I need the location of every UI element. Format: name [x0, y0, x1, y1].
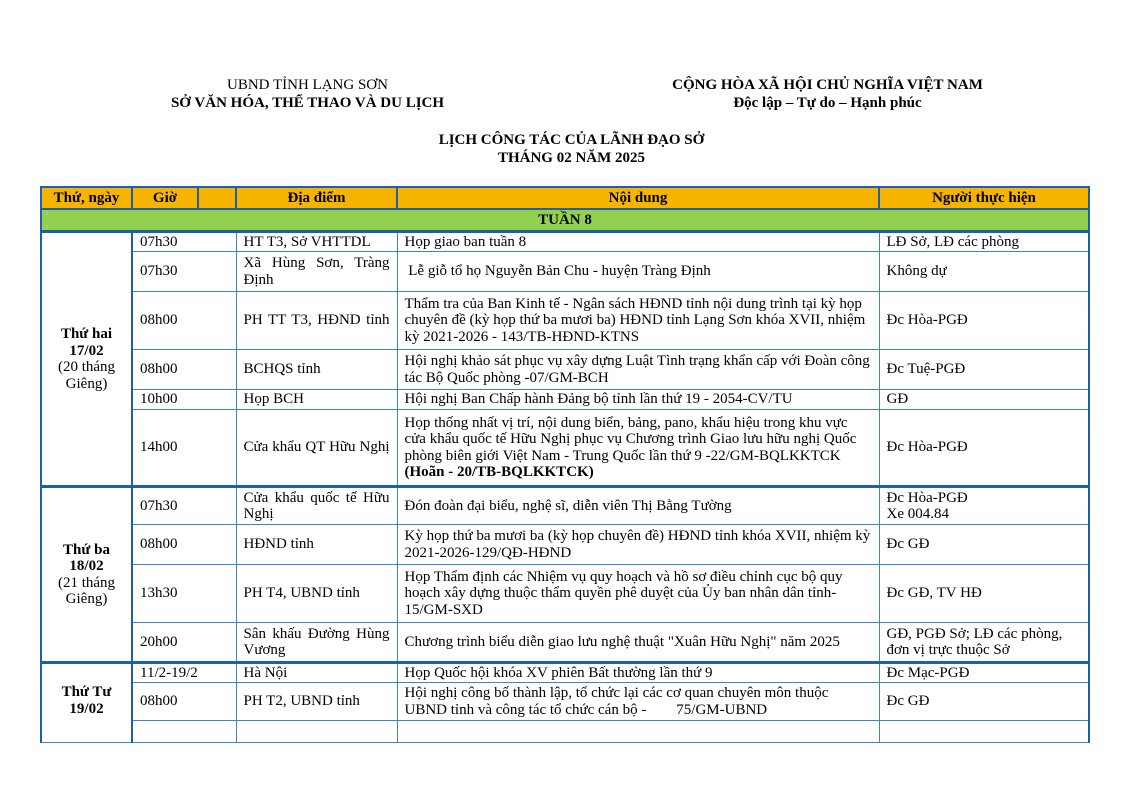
table-header-row — [41, 187, 1089, 209]
time-cell: 07h30 — [132, 487, 236, 525]
table-row — [41, 565, 1089, 623]
person-cell: Đc GĐ, TV HĐ — [879, 565, 1089, 623]
place-cell: Hà Nội — [236, 663, 397, 683]
content-cell: Kỳ họp thứ ba mươi ba (kỳ họp chuyên đề) HĐND tỉnh khóa XVII, nhiệm kỳ 2021-2026-129/QĐ-HĐND — [397, 525, 879, 565]
column-header-place: Địa điểm — [236, 187, 397, 209]
content-text: Họp thống nhất vị trí, nội dung biển, bảng, pano, khẩu hiệu trong khu vực cửa khẩu quốc tế Hữu Nghị phục vụ Chương trình Giao lưu hữu nghị Quốc phòng biên giới Việt Nam - Trung Quốc lần thứ 9 -22/GM-BQLKKTCK — [404, 414, 857, 464]
place-cell: BCHQS tỉnh — [236, 350, 397, 390]
person-cell: Không dự — [879, 252, 1089, 292]
place-cell — [236, 721, 397, 743]
date: 19/02 — [69, 700, 104, 717]
schedule-table — [40, 186, 1090, 743]
time-cell: 08h00 — [132, 292, 236, 350]
table-row — [41, 232, 1089, 252]
content-cell: Lễ giỗ tổ họ Nguyễn Bản Chu - huyện Tràng Định — [397, 252, 879, 292]
person-cell: Đc Tuệ-PGĐ — [879, 350, 1089, 390]
issuer-block — [150, 76, 465, 112]
person-cell: Đc Mạc-PGĐ — [879, 663, 1089, 683]
person-cell: Đc Hòa-PGĐ — [879, 292, 1089, 350]
issuer-department: SỞ VĂN HÓA, THỂ THAO VÀ DU LỊCH — [170, 95, 445, 111]
content-cell: Đón đoàn đại biểu, nghệ sĩ, diễn viên Thị Bằng Tường — [397, 487, 879, 525]
person-cell: Đc GĐ — [879, 683, 1089, 721]
content-cell — [397, 410, 879, 487]
person-cell: GĐ — [879, 390, 1089, 410]
table-row — [41, 623, 1089, 663]
day-cell-wednesday — [41, 663, 132, 743]
place-cell: Cửa khẩu QT Hữu Nghị — [236, 410, 397, 487]
week-label: TUẦN 8 — [41, 209, 1089, 232]
lunar-date: (21 tháng Giêng) — [57, 574, 116, 607]
person-cell — [879, 721, 1089, 743]
content-cell: Hội nghị khảo sát phục vụ xây dựng Luật Tình trạng khẩn cấp với Đoàn công tác Bộ Quốc phòng -07/GM-BCH — [397, 350, 879, 390]
content-cell: Chương trình biểu diễn giao lưu nghệ thuật "Xuân Hữu Nghị" năm 2025 — [397, 623, 879, 663]
time-cell: 20h00 — [132, 623, 236, 663]
place-cell: PH T4, UBND tỉnh — [236, 565, 397, 623]
person-cell: Đc Hòa-PGĐ — [879, 410, 1089, 487]
week-row — [41, 209, 1089, 232]
column-header-day: Thứ, ngày — [41, 187, 132, 209]
content-cell — [397, 721, 879, 743]
vehicle-plate: Xe 004.84 — [886, 506, 949, 522]
date: 18/02 — [69, 558, 104, 574]
place-cell: Họp BCH — [236, 390, 397, 410]
person-name: Đc Hòa-PGĐ — [886, 489, 968, 506]
time-cell: 07h30 — [132, 252, 236, 292]
content-cell: Họp giao ban tuần 8 — [397, 232, 879, 252]
lunar-date: (20 tháng Giêng) — [57, 359, 116, 392]
column-header-time-label: Giờ — [133, 188, 199, 208]
issuer-province: UBND TỈNH LẠNG SƠN — [227, 77, 388, 93]
table-row — [41, 390, 1089, 410]
national-motto: Độc lập – Tự do – Hạnh phúc — [733, 95, 922, 111]
table-row — [41, 292, 1089, 350]
content-cell: Thẩm tra của Ban Kinh tế - Ngân sách HĐND tỉnh nội dung trình tại kỳ họp chuyên đề (kỳ họp thứ ba mươi ba) HĐND tỉnh Lạng Sơn khóa XVII, nhiệm kỳ 2021-2026 - 143/TB-HĐND-KTNS — [397, 292, 879, 350]
document-title-line1: LỊCH CÔNG TÁC CỦA LÃNH ĐẠO SỞ — [438, 132, 705, 148]
table-row-empty — [41, 721, 1089, 743]
document-title-line2: THÁNG 02 NĂM 2025 — [497, 150, 646, 166]
person-cell — [879, 487, 1089, 525]
content-cell: Hội nghị công bố thành lập, tổ chức lại các cơ quan chuyên môn thuộc UBND tỉnh và công tác tổ chức cán bộ - 75/GM-UBND — [397, 683, 879, 721]
national-motto-block — [640, 76, 1015, 112]
date: 17/02 — [69, 342, 104, 359]
table-row — [41, 663, 1089, 683]
table-row — [41, 525, 1089, 565]
place-cell: HT T3, Sở VHTTDL — [236, 232, 397, 252]
table-row — [41, 350, 1089, 390]
person-cell: LĐ Sở, LĐ các phòng — [879, 232, 1089, 252]
document-title — [0, 131, 1123, 167]
weekday: Thứ hai — [60, 326, 113, 342]
table-row — [41, 683, 1089, 721]
time-cell: 07h30 — [132, 232, 236, 252]
column-header-content: Nội dung — [397, 187, 879, 209]
content-cell: Họp Thẩm định các Nhiệm vụ quy hoạch và hồ sơ điều chỉnh cục bộ quy hoạch xây dựng thuộc thẩm quyền phê duyệt của Ủy ban nhân dân tỉnh-15/GM-SXD — [397, 565, 879, 623]
postponed-note: (Hoãn - 20/TB-BQLKKTCK) — [404, 464, 594, 480]
place-cell: Sân khấu Đường Hùng Vương — [236, 623, 397, 663]
time-cell: 08h00 — [132, 683, 236, 721]
time-cell — [132, 721, 236, 743]
content-cell: Họp Quốc hội khóa XV phiên Bất thường lần thứ 9 — [397, 663, 879, 683]
weekday: Thứ ba — [63, 541, 110, 558]
time-cell: 11/2-19/2 — [132, 663, 236, 683]
table-row — [41, 252, 1089, 292]
time-cell: 08h00 — [132, 525, 236, 565]
day-cell-tuesday — [41, 487, 132, 663]
column-header-time — [132, 187, 236, 209]
column-header-person: Người thực hiện — [879, 187, 1089, 209]
time-cell: 10h00 — [132, 390, 236, 410]
person-cell: GĐ, PGĐ Sở; LĐ các phòng, đơn vị trực thuộc Sở — [879, 623, 1089, 663]
person-cell: Đc GĐ — [879, 525, 1089, 565]
content-cell: Hội nghị Ban Chấp hành Đảng bộ tỉnh lần thứ 19 - 2054-CV/TU — [397, 390, 879, 410]
place-cell: PH TT T3, HĐND tỉnh — [236, 292, 397, 350]
national-name: CỘNG HÒA XÃ HỘI CHỦ NGHĨA VIỆT NAM — [672, 77, 983, 93]
time-cell: 14h00 — [132, 410, 236, 487]
table-row — [41, 487, 1089, 525]
table-row — [41, 410, 1089, 487]
place-cell: Cửa khẩu quốc tế Hữu Nghị — [236, 487, 397, 525]
place-cell: PH T2, UBND tỉnh — [236, 683, 397, 721]
day-cell-monday — [41, 232, 132, 487]
weekday: Thứ Tư — [61, 684, 112, 700]
time-cell: 13h30 — [132, 565, 236, 623]
time-cell: 08h00 — [132, 350, 236, 390]
place-cell: Xã Hùng Sơn, Tràng Định — [236, 252, 397, 292]
place-cell: HĐND tỉnh — [236, 525, 397, 565]
